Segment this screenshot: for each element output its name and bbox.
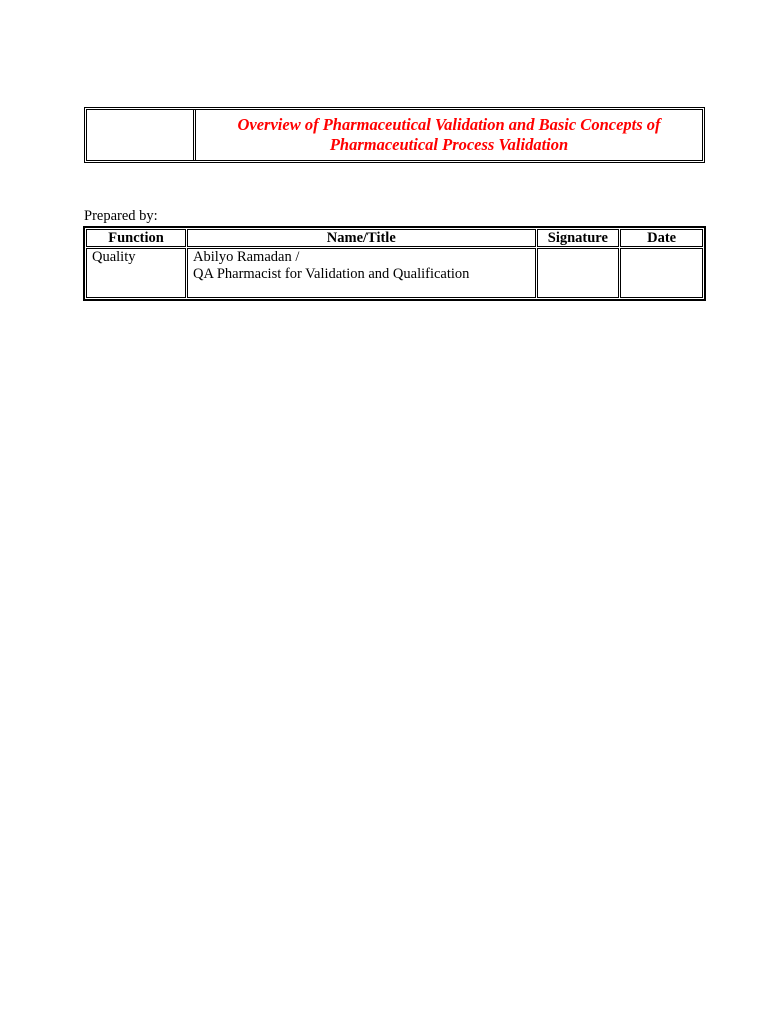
prepared-by-table [83,226,706,301]
table-header-row [86,229,703,247]
cell-function: Quality [86,248,186,298]
cell-signature[interactable] [537,248,620,298]
column-header-function: Function [86,229,186,247]
column-header-name-title: Name/Title [187,229,535,247]
document-title-line-2: Pharmaceutical Process Validation [329,135,569,154]
cell-name: Abilyo Ramadan / [193,249,300,265]
document-title [196,110,702,160]
column-header-date: Date [620,229,703,247]
cell-title: QA Pharmacist for Validation and Qualification [193,266,470,282]
column-header-signature: Signature [537,229,620,247]
table-row [86,248,703,298]
cell-name-title [187,248,535,298]
logo-placeholder [87,110,196,160]
document-title-line-1: Overview of Pharmaceutical Validation and Basic Concepts of [237,115,661,134]
prepared-by-label: Prepared by: [84,208,158,224]
document-header [84,107,705,163]
cell-date[interactable] [620,248,703,298]
